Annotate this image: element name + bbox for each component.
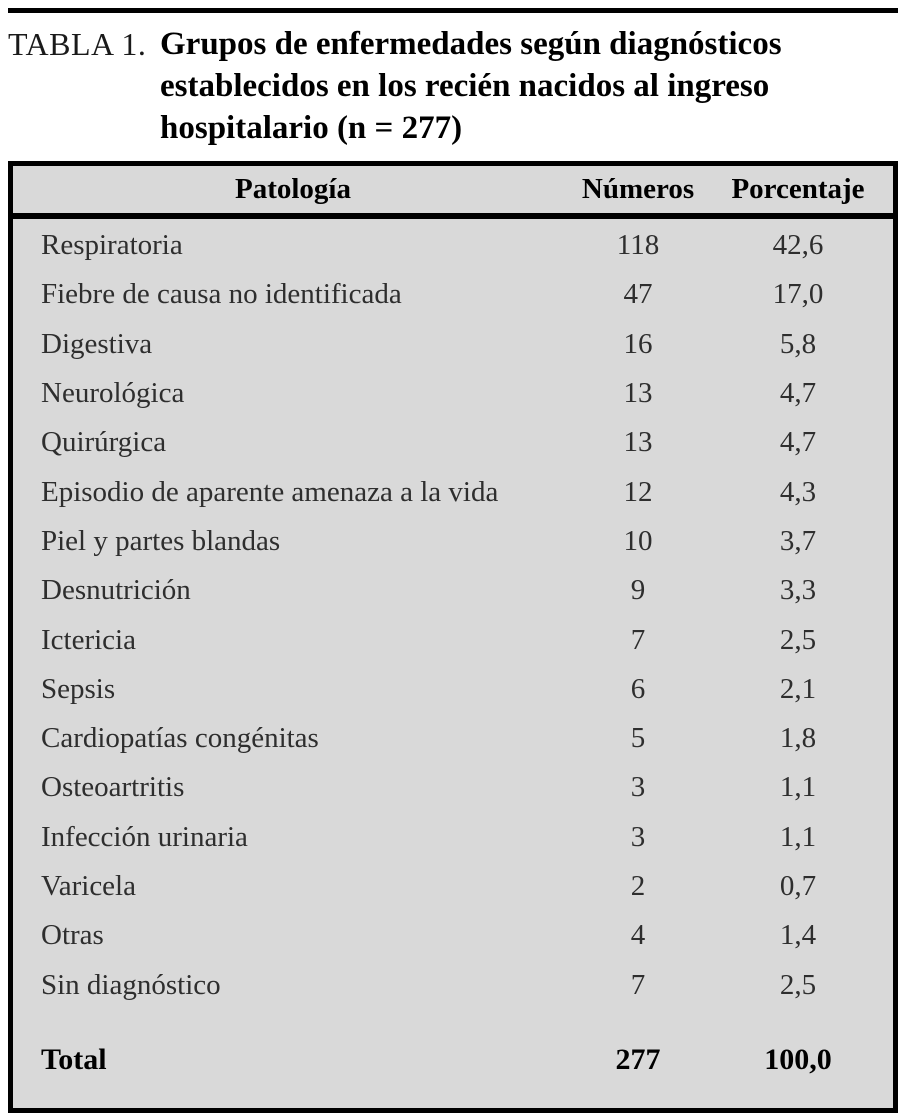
pathology-cell: Fiebre de causa no identificada [41, 278, 402, 311]
count-cell: 10 [623, 524, 653, 557]
count-cell: 118 [616, 229, 660, 262]
table-row [13, 369, 893, 418]
table-row [13, 763, 893, 812]
table-row [13, 221, 893, 270]
percentage-cell: 1,1 [779, 771, 817, 804]
count-cell: 4 [630, 919, 646, 952]
percentage-cell: 2,5 [779, 623, 817, 656]
pathology-cell: Otras [41, 919, 104, 952]
pathology-cell: Cardiopatías congénitas [41, 722, 319, 755]
column-header-numeros: Números [581, 173, 695, 205]
table-row [13, 270, 893, 319]
total-count-cell: 277 [615, 1042, 661, 1076]
table-title: Grupos de enfermedades según diagnósticos establecidos en los recién nacidos al ingreso hospitalario (n = 277) [160, 26, 782, 146]
total-percentage-cell: 100,0 [764, 1042, 832, 1076]
table-row [13, 467, 893, 516]
count-cell: 2 [630, 870, 646, 902]
pathology-cell: Episodio de aparente amenaza a la vida [41, 475, 499, 508]
table-header-row [13, 166, 893, 219]
total-label-cell: Total [41, 1042, 107, 1076]
percentage-cell: 3,3 [779, 574, 817, 607]
pathology-cell: Ictericia [41, 623, 136, 656]
percentage-cell: 17,0 [772, 278, 824, 311]
table-caption [8, 23, 898, 149]
table-row [13, 714, 893, 763]
count-cell: 6 [630, 672, 646, 705]
column-header-porcentaje: Porcentaje [731, 173, 865, 205]
count-cell: 47 [623, 278, 653, 311]
table-row [13, 418, 893, 467]
table-row [13, 813, 893, 862]
table-row [13, 566, 893, 615]
count-cell: 3 [630, 771, 646, 804]
count-cell: 9 [630, 574, 646, 607]
percentage-cell: 3,7 [779, 524, 817, 557]
caption-top-rule [8, 8, 898, 13]
percentage-cell: 0,7 [779, 870, 817, 902]
column-header-patologia: Patología [235, 173, 351, 205]
pathology-cell: Varicela [41, 870, 136, 902]
table-row [13, 960, 893, 1009]
pathology-cell: Osteoartritis [41, 771, 185, 804]
table-total-row [13, 1035, 893, 1085]
pathology-cell: Quirúrgica [41, 426, 167, 459]
count-cell: 5 [630, 722, 646, 755]
percentage-cell: 1,1 [779, 820, 817, 853]
table-row [13, 665, 893, 714]
pathology-cell: Neurológica [41, 377, 185, 410]
table-row [13, 862, 893, 911]
pathology-cell: Sepsis [41, 672, 116, 705]
count-cell: 12 [623, 475, 653, 508]
count-cell: 7 [630, 968, 646, 1001]
table-body [13, 219, 893, 1010]
pathology-cell: Desnutrición [41, 574, 191, 607]
percentage-cell: 42,6 [772, 229, 824, 262]
diagnostic-groups-table [8, 161, 898, 1113]
count-cell: 16 [623, 327, 653, 360]
pathology-cell: Digestiva [41, 327, 153, 360]
percentage-cell: 1,8 [779, 722, 817, 755]
count-cell: 7 [630, 623, 646, 656]
table-row [13, 320, 893, 369]
percentage-cell: 4,3 [779, 475, 817, 508]
count-cell: 13 [623, 377, 653, 410]
pathology-cell: Sin diagnóstico [41, 968, 221, 1001]
pathology-cell: Infección urinaria [41, 820, 248, 853]
percentage-cell: 2,5 [779, 968, 817, 1001]
percentage-cell: 2,1 [779, 672, 817, 705]
count-cell: 13 [623, 426, 653, 459]
percentage-cell: 5,8 [779, 327, 817, 360]
percentage-cell: 1,4 [779, 919, 817, 952]
table-row [13, 911, 893, 960]
count-cell: 3 [630, 820, 646, 853]
percentage-cell: 4,7 [779, 426, 817, 459]
table-row [13, 517, 893, 566]
pathology-cell: Piel y partes blandas [41, 524, 281, 557]
percentage-cell: 4,7 [779, 377, 817, 410]
table-row [13, 615, 893, 664]
table-number-label: TABLA 1. [8, 26, 147, 62]
pathology-cell: Respiratoria [41, 229, 183, 262]
